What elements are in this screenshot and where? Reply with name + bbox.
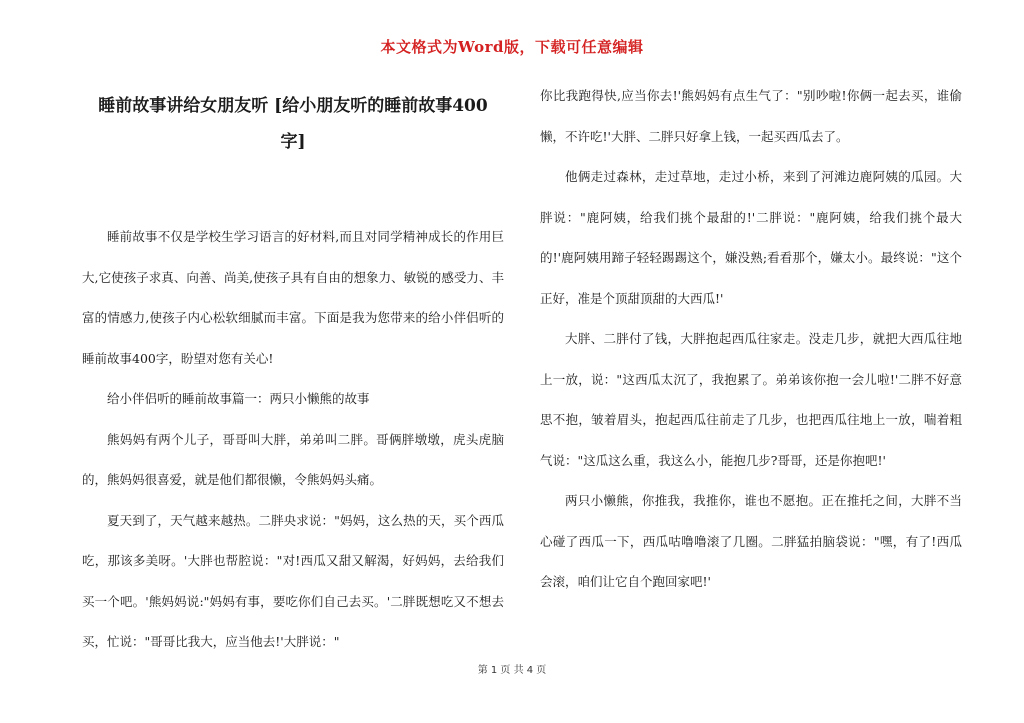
story-paragraph: 两只小懒熊，你推我，我推你，谁也不愿抱。正在推托之间，大胖不当心碰了西瓜一下，西瓜咕噜噜滚了几圈。二胖猛拍脑袋说："嘿，有了!西瓜会滚，咱们让它自个跑回家吧!': [540, 493, 962, 589]
story-paragraph: 他俩走过森林，走过草地，走过小桥，来到了河滩边鹿阿姨的瓜园。大胖说："鹿阿姨，给我们挑个最甜的!'二胖说："鹿阿姨，给我们挑个最大的!'鹿阿姨用蹄子轻轻踢踢这个，嫌没熟;看看那个，嫌太小。最终说："这个正好，准是个顶甜顶甜的大西瓜!': [540, 169, 962, 306]
story-heading: 给小伴侣听的睡前故事篇一：两只小懒熊的故事: [107, 391, 370, 406]
story-paragraph: 大胖、二胖付了钱，大胖抱起西瓜往家走。没走几步，就把大西瓜往地上一放，说："这西瓜太沉了，我抱累了。弟弟该你抱一会儿啦!'二胖不好意思不抱，皱着眉头，抱起西瓜往前走了几步，也把西瓜往地上一放，喘着粗气说："这瓜这么重，我这么小，能抱几步?哥哥，还是你抱吧!': [540, 331, 962, 468]
story-paragraph: 夏天到了，天气越来越热。二胖央求说："妈妈，这么热的天，买个西瓜吃，那该多美呀。'大胖也帮腔说："对!西瓜又甜又解渴，好妈妈，去给我们买一个吧。'熊妈妈说:"妈妈有事，要吃你们自己去买。'二胖既想吃又不想去买，忙说："哥哥比我大，应当他去!'大胖说：": [82, 512, 504, 649]
right-column: [540, 76, 962, 603]
title-spacer: [82, 160, 504, 217]
document-title: 睡前故事讲给女朋友听 [给小朋友听的睡前故事400字]: [98, 96, 488, 152]
left-column: [82, 76, 504, 663]
story-paragraph: 熊妈妈有两个儿子，哥哥叫大胖，弟弟叫二胖。哥俩胖墩墩，虎头虎脑的，熊妈妈很喜爱，就是他们都很懒，令熊妈妈头痛。: [82, 431, 504, 487]
word-format-banner: 本文格式为Word版，下载可任意编辑: [380, 38, 644, 56]
page-number-footer: 第 1 页 共 4 页: [477, 665, 547, 676]
story-paragraph-continued: 你比我跑得快,应当你去!'熊妈妈有点生气了："别吵啦!你俩一起去买，谁偷懒，不许吃!'大胖、二胖只好拿上钱，一起买西瓜去了。: [540, 88, 962, 144]
intro-paragraph: 睡前故事不仅是学校生学习语言的好材料,而且对同学精神成长的作用巨大,它使孩子求真、向善、尚美,使孩子具有自由的想象力、敏锐的感受力、丰富的情感力,使孩子内心松软细腻而丰富。下面是我为您带来的给小伴侣听的睡前故事400字，盼望对您有关心!: [82, 229, 504, 366]
